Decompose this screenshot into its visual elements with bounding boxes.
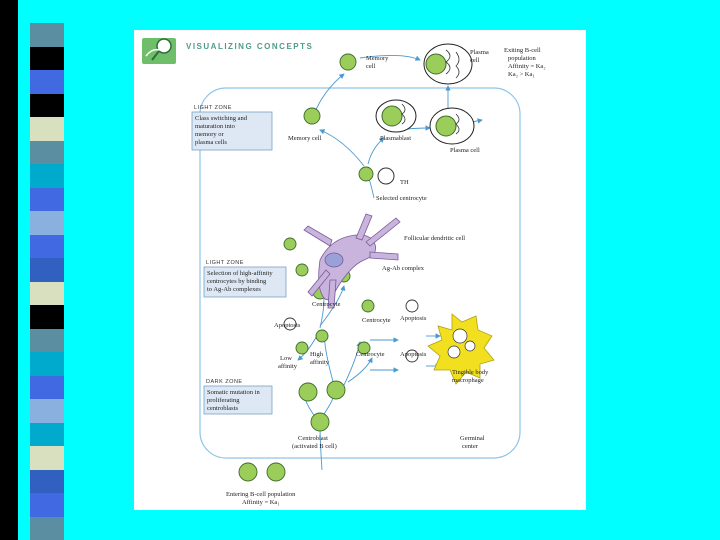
low-affinity-label: Low	[280, 355, 292, 362]
entering-population-label: Entering B-cell population	[226, 491, 296, 498]
stripe-block	[30, 282, 64, 306]
germinal-center-label-2: center	[462, 443, 478, 450]
stripe-block	[30, 164, 64, 188]
entering-population-label-2: Affinity = Ka₁	[242, 499, 280, 506]
svg-text:plasma cells: plasma cells	[195, 139, 227, 146]
svg-text:centroblasts: centroblasts	[207, 405, 239, 412]
stripe-block	[30, 47, 64, 71]
exiting-population-label-4: Ka₂ > Ka₁	[508, 71, 535, 78]
memory-cell-top-label-2: cell	[366, 63, 376, 70]
stripe-block	[30, 23, 64, 47]
stripe-block	[30, 235, 64, 259]
memory-cell-icon	[304, 108, 320, 124]
stripe-block	[30, 329, 64, 353]
stripe-block	[30, 188, 64, 212]
concept-icon	[142, 38, 176, 64]
centroblast-label: Centroblast	[298, 435, 328, 442]
dark-zone-box	[204, 379, 272, 414]
memory-cell-top-icon	[340, 54, 356, 70]
centrocyte-fdc-1-icon	[284, 238, 296, 250]
apoptotic-cell-2-icon	[406, 300, 418, 312]
svg-text:memory or: memory or	[195, 131, 224, 138]
tingible-body-label: Tingible body	[452, 369, 489, 376]
centroblast-3-icon	[311, 413, 329, 431]
germinal-center-figure	[134, 30, 586, 510]
svg-text:maturation into: maturation into	[195, 123, 235, 130]
stripe-block	[30, 399, 64, 423]
centrocyte-label-3: Centrocyte	[356, 351, 385, 358]
light-zone-2-box	[204, 260, 286, 297]
high-affinity-label-2: affinity	[310, 359, 330, 366]
selected-centrocyte-label: Selected centrocyte	[376, 195, 427, 202]
svg-text:LIGHT ZONE: LIGHT ZONE	[206, 260, 244, 266]
svg-text:LIGHT ZONE: LIGHT ZONE	[194, 105, 232, 111]
stripe-block	[30, 517, 64, 540]
centrocyte-fdc-2-icon	[296, 264, 308, 276]
svg-text:Somatic mutation in: Somatic mutation in	[207, 389, 260, 396]
follicular-dendritic-cell-label: Follicular dendritic cell	[404, 235, 466, 242]
exiting-population-label: Exiting B-cell	[504, 47, 541, 54]
stripe-block	[30, 94, 64, 118]
stripe-block	[30, 117, 64, 141]
plasma-cell-top	[424, 44, 472, 84]
svg-text:Class switching and: Class switching and	[195, 115, 247, 122]
ag-ab-complex-label: Ag-Ab complex	[382, 265, 425, 272]
svg-text:proliferating: proliferating	[207, 397, 240, 404]
tingible-body-label-2: macrophage	[452, 377, 484, 384]
low-affinity-cell-icon	[296, 342, 308, 354]
selected-centrocyte-icon	[359, 167, 373, 181]
apoptosis-label-3: Apoptosis	[400, 351, 427, 358]
decorative-stripe-column	[0, 0, 84, 540]
svg-text:centrocytes by binding: centrocytes by binding	[207, 278, 267, 285]
centroblast-1-icon	[299, 383, 317, 401]
memory-cell-top-label: Memory	[366, 55, 389, 62]
plasma-cell-top-label: Plasma	[470, 49, 489, 56]
plasmablast-label: Plasmablast	[380, 135, 412, 142]
plasma-cell-lower	[430, 108, 474, 144]
svg-text:Selection of high-affinity: Selection of high-affinity	[207, 270, 273, 277]
centrocyte-label-1: Centrocyte	[312, 301, 341, 308]
exiting-population-label-3: Affinity = Ka₂	[508, 63, 546, 70]
plasma-cell-label: Plasma cell	[450, 147, 480, 154]
stripe-black-edge	[0, 0, 18, 540]
stripe-block	[30, 258, 64, 282]
memory-cell-label: Memory cell	[288, 135, 322, 142]
stripe-block	[30, 305, 64, 329]
stripe-block	[30, 423, 64, 447]
entering-cell-2-icon	[267, 463, 285, 481]
light-zone-1-box	[192, 105, 272, 150]
stripe-block	[30, 211, 64, 235]
stripe-block	[30, 376, 64, 400]
svg-text:DARK ZONE: DARK ZONE	[206, 379, 243, 385]
stripe-block	[30, 141, 64, 165]
stripe-block	[30, 0, 64, 24]
high-affinity-cell-icon	[316, 330, 328, 342]
apoptosis-label-2: Apoptosis	[400, 315, 427, 322]
apoptosis-label-1: Apoptosis	[274, 322, 301, 329]
figure-header: VISUALIZING CONCEPTS	[186, 42, 314, 51]
stripe-block	[30, 70, 64, 94]
exiting-population-label-2: population	[508, 55, 536, 62]
high-affinity-label: High	[310, 351, 323, 358]
stripe-block	[30, 493, 64, 517]
figure-canvas	[134, 30, 586, 510]
entering-cell-1-icon	[239, 463, 257, 481]
th-label: TH	[400, 179, 409, 186]
centroblast-2-icon	[327, 381, 345, 399]
centrocyte-right-1-icon	[362, 300, 374, 312]
stripe-block	[30, 446, 64, 470]
germinal-center-label: Germinal	[460, 435, 485, 442]
centrocyte-label-2: Centrocyte	[362, 317, 391, 324]
stripe-block	[30, 470, 64, 494]
th-cell	[378, 168, 394, 184]
svg-text:to Ag-Ab complexes: to Ag-Ab complexes	[207, 286, 261, 293]
plasma-cell-top-label-2: cell	[470, 57, 480, 64]
plasmablast-cell	[376, 100, 416, 132]
low-affinity-label-2: affinity	[278, 363, 298, 370]
centroblast-label-2: (activated B cell)	[292, 443, 337, 450]
stripe-block	[30, 352, 64, 376]
